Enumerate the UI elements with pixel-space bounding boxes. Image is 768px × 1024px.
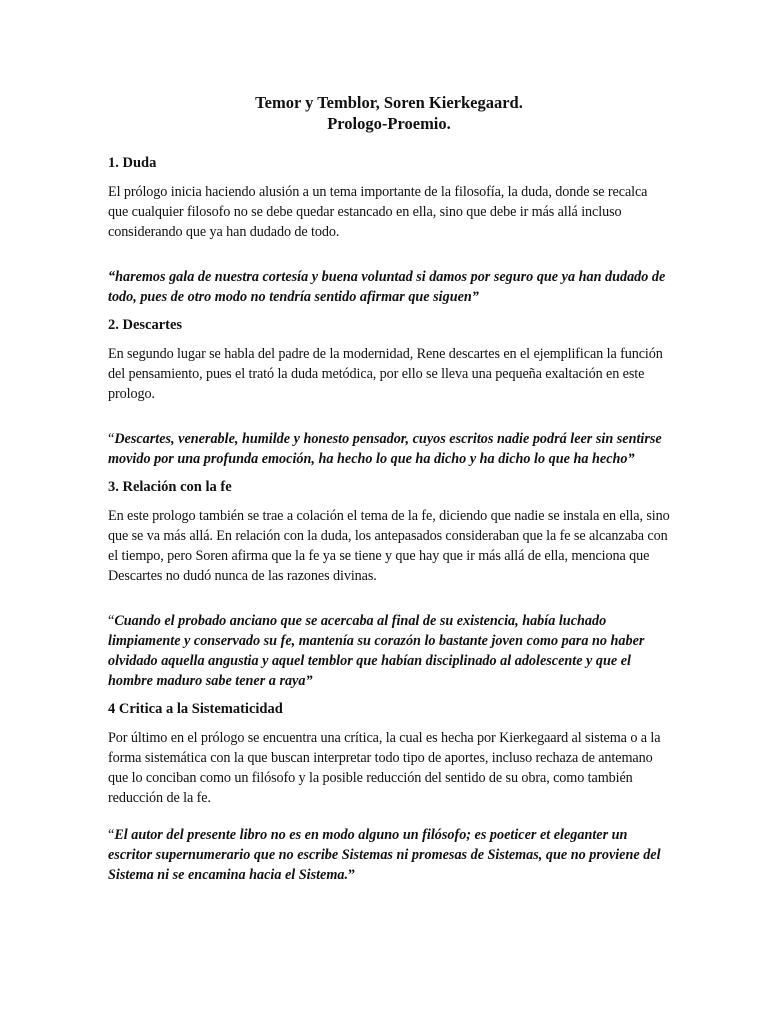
quote-text: El autor del presente libro no es en modo alguno un filósofo; es poeticer et eleganter un escritor supernumerario que no escribe Sistemas ni promesas de Sistemas, que no proviene del Sistema ni se encamina hacia el Sistema. [108,827,661,883]
quote-open-mark: “ [108,827,115,843]
section-heading-fe: 3. Relación con la fe [108,479,232,495]
quote-open-mark: “ [108,431,115,447]
title-line-1: Temor y Temblor, Soren Kierkegaard. [255,93,523,112]
section-quote-descartes [108,429,670,469]
quote-text: Cuando el probado anciano que se acercaba al final de su existencia, había luchado limpiamente y conservado su fe, mantenía su corazón lo bastante joven como para no haber olvidado aquella angustia y aquel temblor que habían disciplinado al adolescente y que el hombre maduro sabe tener a raya” [108,613,645,689]
section-paragraph-descartes: En segundo lugar se habla del padre de la modernidad, Rene descartes en el ejemplifican la función del pensamiento, pues el trató la duda metódica, por ello se lleva una pequeña exaltación en este prologo. [108,346,663,402]
quote-text: Descartes, venerable, humilde y honesto pensador, cuyos escritos nadie podrá leer sin sentirse movido por una profunda emoción, ha hecho lo que ha dicho y ha dicho lo que ha hecho” [108,431,662,467]
quote-close-mark: ” [348,867,356,883]
quote-text: “haremos gala de nuestra cortesía y buena voluntad si damos por seguro que ya han dudado de todo, pues de otro modo no tendría sentido afirmar que siguen” [108,269,666,305]
section-paragraph-fe: En este prologo también se trae a colación el tema de la fe, diciendo que nadie se instala en ella, sino que se va más allá. En relación con la duda, los antepasados consideraban que la fe se alcanzaba con el tiempo, pero Soren afirma que la fe ya se tiene y que hay que ir más allá de ella, menciona que Descartes no dudó nunca de las razones divinas. [108,508,670,584]
title-line-2: Prologo-Proemio. [327,114,451,133]
section-paragraph-sistematicidad: Por último en el prólogo se encuentra una crítica, la cual es hecha por Kierkegaard al sistema o a la forma sistemática con la que buscan interpretar todo tipo de aportes, incluso rechaza de antemano que lo conciban como un filósofo y la posible reducción del sentido de su obra, como también reducción de la fe. [108,730,661,806]
section-paragraph-duda: El prólogo inicia haciendo alusión a un tema importante de la filosofía, la duda, donde se recalca que cualquier filosofo no se debe quedar estancado en ella, sino que debe ir más allá incluso considerando que ya han dudado de todo. [108,184,648,240]
section-quote-fe [108,611,670,691]
section-quote-duda [108,267,670,307]
document-title [108,92,670,134]
section-heading-sistematicidad: 4 Critica a la Sistematicidad [108,701,283,717]
section-heading-duda: 1. Duda [108,155,157,171]
section-quote-sistematicidad [108,825,670,885]
quote-open-mark: “ [108,613,115,629]
section-heading-descartes: 2. Descartes [108,317,183,333]
